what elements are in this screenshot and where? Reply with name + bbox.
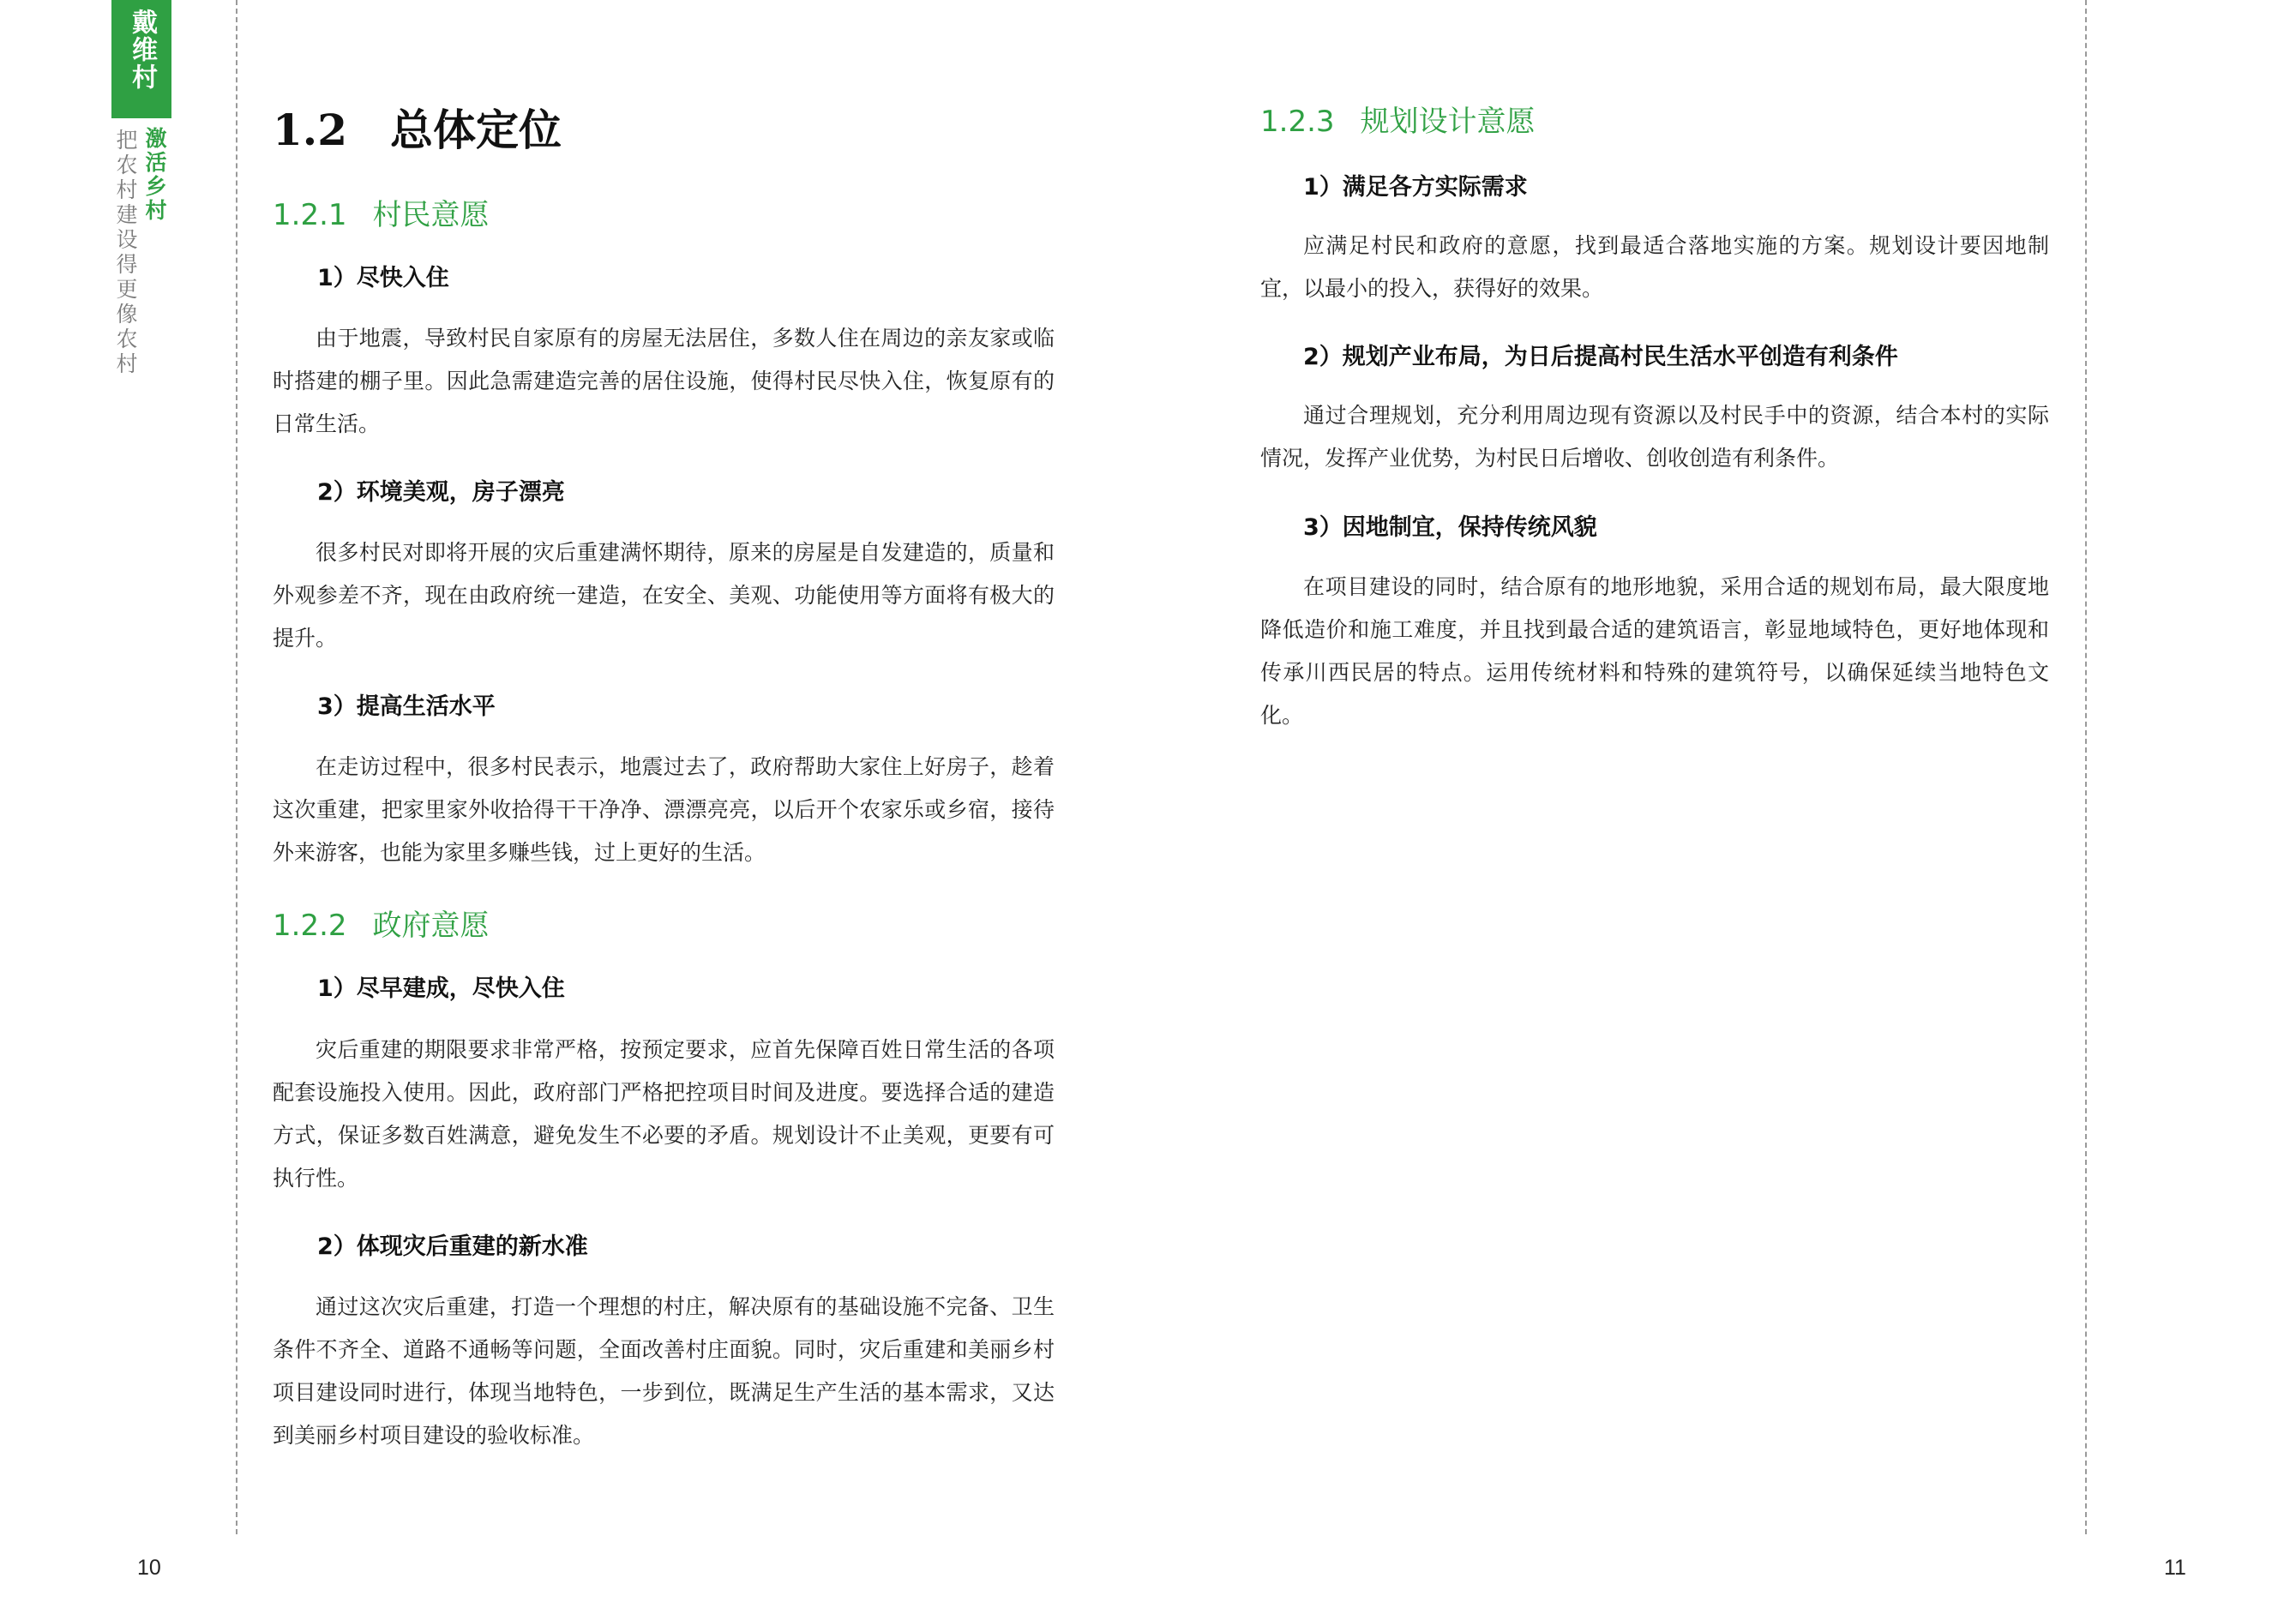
section-number: 1.2: [273, 105, 347, 155]
paragraph: 在项目建设的同时，结合原有的地形地貌，采用合适的规划布局，最大限度地降低造价和施工难度，并且找到最合适的建筑语言，彰显地域特色，更好地体现和传承川西民居的特点。运用传统材料和特殊的建筑符号，以确保延续当地特色文化。: [1260, 574, 2049, 728]
subsection-title: 村民意愿: [372, 198, 490, 232]
page-number-left: 10: [137, 1556, 161, 1580]
item-title: 1）尽早建成，尽快入住: [317, 975, 565, 1002]
section-heading: [273, 96, 562, 158]
sidebar-green-title: 激活乡村: [142, 127, 167, 223]
subsection-number: 1.2.1: [273, 198, 347, 232]
subsection-number: 1.2.2: [273, 909, 347, 943]
item-title: 2）体现灾后重建的新水准: [317, 1233, 588, 1260]
right-page-border: [2085, 0, 2087, 1534]
paragraph: 很多村民对即将开展的灾后重建满怀期待，原来的房屋是自发建造的，质量和外观参差不齐，现在由政府统一建造，在安全、美观、功能使用等方面将有极大的提升。: [273, 540, 1055, 651]
sidebar-tab-title: 戴维村: [127, 9, 157, 91]
item-title: 1）尽快入住: [317, 265, 449, 291]
sidebar-grey-subtitle: 把农村建设得更像农村: [113, 129, 138, 377]
item-title: 3）因地制宜，保持传统风貌: [1303, 514, 1597, 541]
paragraph: 在走访过程中，很多村民表示，地震过去了，政府帮助大家住上好房子，趁着这次重建，把家里家外收拾得干干净净、漂漂亮亮，以后开个农家乐或乡宿，接待外来游客，也能为家里多赚些钱，过上更好的生活。: [273, 754, 1055, 865]
subsection-number: 1.2.3: [1260, 105, 1335, 139]
item-title: 1）满足各方实际需求: [1303, 174, 1528, 201]
paragraph: 通过合理规划，充分利用周边现有资源以及村民手中的资源，结合本村的实际情况，发挥产业优势，为村民日后增收、创收创造有利条件。: [1260, 403, 2049, 471]
paragraph: 通过这次灾后重建，打造一个理想的村庄，解决原有的基础设施不完备、卫生条件不齐全、道路不通畅等问题，全面改善村庄面貌。同时，灾后重建和美丽乡村项目建设同时进行，体现当地特色，一步到位，既满足生产生活的基本需求，又达到美丽乡村项目建设的验收标准。: [273, 1294, 1055, 1448]
item-title: 2）环境美观，房子漂亮: [317, 479, 565, 506]
subsection-heading-1-2-3: [1260, 98, 1536, 140]
item-title: 3）提高生活水平: [317, 693, 496, 720]
subsection-title: 规划设计意愿: [1360, 105, 1536, 139]
paragraph: 应满足村民和政府的意愿，找到最适合落地实施的方案。规划设计要因地制宜，以最小的投入，获得好的效果。: [1260, 233, 2049, 301]
item-title: 2）规划产业布局，为日后提高村民生活水平创造有利条件: [1303, 344, 1898, 370]
section-title: 总体定位: [390, 105, 562, 155]
left-page-border: [236, 0, 237, 1534]
sidebar-tab: [111, 0, 171, 118]
subsection-heading-1-2-2: [273, 902, 490, 944]
paragraph: 灾后重建的期限要求非常严格，按预定要求，应首先保障百姓日常生活的各项配套设施投入使用。因此，政府部门严格把控项目时间及进度。要选择合适的建造方式，保证多数百姓满意，避免发生不必要的矛盾。规划设计不止美观，更要有可执行性。: [273, 1037, 1055, 1191]
subsection-title: 政府意愿: [372, 909, 490, 943]
subsection-heading-1-2-1: [273, 191, 490, 233]
paragraph: 由于地震，导致村民自家原有的房屋无法居住，多数人住在周边的亲友家或临时搭建的棚子里。因此急需建造完善的居住设施，使得村民尽快入住，恢复原有的日常生活。: [273, 326, 1055, 436]
page-number-right: 11: [2164, 1556, 2186, 1580]
